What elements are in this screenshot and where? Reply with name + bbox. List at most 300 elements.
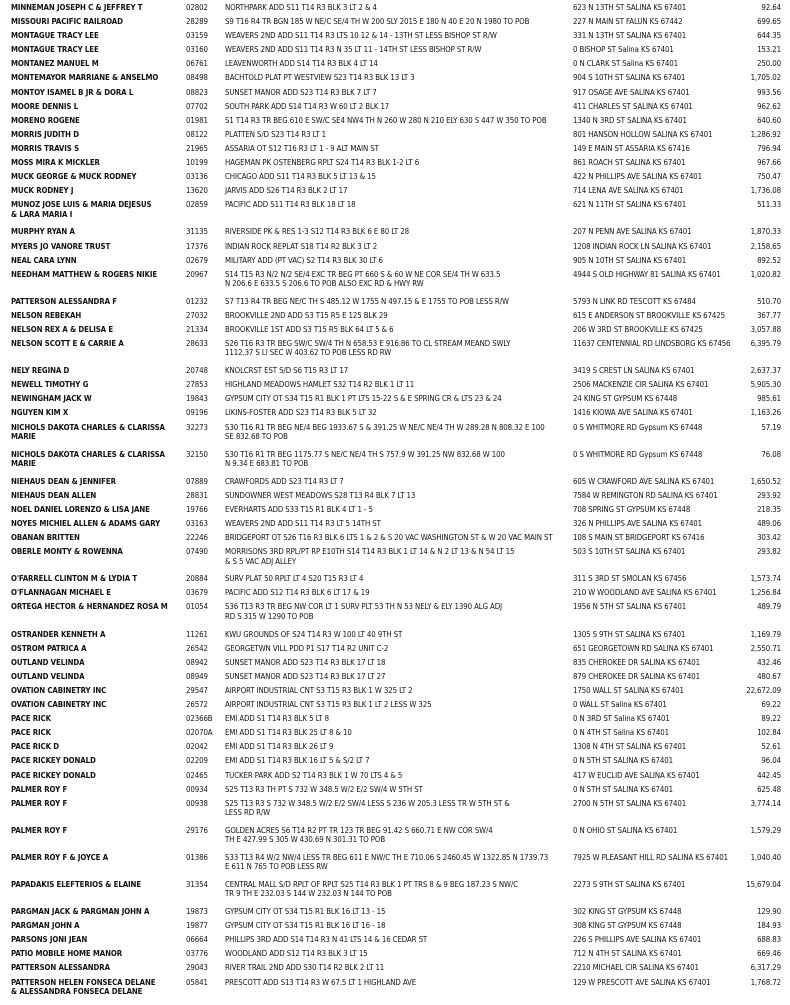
property-address: 905 N 10TH ST SALINA KS 67401: [573, 255, 687, 265]
parcel-number: 03776: [186, 949, 208, 959]
property-address: 1750 WALL ST SALINA KS 67401: [573, 685, 684, 695]
legal-description: S14 T15 R3 N/2 N/2 SE/4 EXC TR BEG PT 660 S & 60 W NE COR SE/4 TH W 633.5 N 206.6 E 633.5 S 206.6 TO POB ALSO EXC RD & HWY RW: [225, 269, 501, 289]
table-row: [11, 88, 783, 102]
legal-description: CRAWFORDS ADD S23 T14 R3 LT 7: [225, 476, 344, 486]
property-address: 503 S 10TH ST SALINA KS 67401: [573, 547, 686, 557]
tax-amount: 6,395.79: [750, 339, 781, 349]
parcel-number: 20748: [186, 366, 208, 376]
tax-amount: 5,905.30: [750, 380, 781, 390]
parcel-number: 01981: [186, 115, 208, 125]
legal-description: INDIAN ROCK REPLAT S18 T14 R2 BLK 3 LT 2: [225, 241, 378, 251]
parcel-number: 20967: [186, 269, 208, 279]
property-address: 129 W PRESCOTT AVE SALINA KS 67401: [573, 977, 711, 987]
parcel-number: 20884: [186, 574, 208, 584]
owner-name: OUTLAND VELINDA: [11, 671, 85, 681]
legal-description: JARVIS ADD S26 T14 R3 BLK 2 LT 17: [225, 186, 348, 196]
legal-description: S7 T13 R4 TR BEG NE/C TH S 485.12 W 1755 N 497.15 & E 1755 TO POB LESS R/W: [225, 296, 509, 306]
tax-amount: 1,768.72: [750, 977, 781, 987]
table-row: [11, 59, 783, 73]
legal-description: EMI ADD S1 T14 R3 BLK 25 LT 8 & 10: [225, 728, 352, 738]
owner-name: MONTEMAYOR MARRIANE & ANSELMO: [11, 73, 159, 83]
table-row: [11, 935, 783, 949]
property-address: 712 N 4TH ST SALINA KS 67401: [573, 949, 682, 959]
property-address: 0 N 5TH ST SALINA KS 67401: [573, 756, 674, 766]
owner-name: MISSOURI PACIFIC RAILROAD: [11, 17, 123, 27]
legal-description: GYPSUM CITY OT S34 T15 R1 BLK 16 LT 16 - 18: [225, 921, 386, 931]
property-address: 226 S PHILLIPS AVE SALINA KS 67401: [573, 935, 702, 945]
tax-amount: 699.65: [757, 17, 781, 27]
tax-amount: 1,286.92: [750, 129, 781, 139]
owner-name: MORENO ROGENE: [11, 115, 80, 125]
property-address: 835 CHEROKEE DR SALINA KS 67401: [573, 657, 700, 667]
property-address: 0 S WHITMORE RD Gypsum KS 67448: [573, 422, 703, 432]
tax-amount: 76.08: [761, 449, 781, 459]
legal-description: EMI ADD S1 T14 R3 BLK 5 LT 8: [225, 714, 329, 724]
property-address: 108 S MAIN ST BRIDGEPORT KS 67416: [573, 533, 705, 543]
property-address: 904 S 10TH ST SALINA KS 67401: [573, 73, 686, 83]
owner-name: MONTOY ISAMEL B JR & DORA L: [11, 87, 134, 97]
table-row: [11, 714, 783, 728]
property-address: 2210 MICHAEL CIR SALINA KS 67401: [573, 963, 699, 973]
owner-name: PACE RICKEY DONALD: [11, 756, 96, 766]
legal-description: GYPSUM CITY OT S34 T15 R1 BLK 16 LT 13 - 15: [225, 907, 386, 917]
table-row: [11, 200, 783, 227]
legal-description: CHICAGO ADD S11 T14 R3 BLK 5 LT 13 & 15: [225, 172, 376, 182]
parcel-number: 17376: [186, 241, 208, 251]
property-address: 227 N MAIN ST FALUN KS 67442: [573, 17, 683, 27]
parcel-number: 07490: [186, 547, 208, 557]
owner-name: PACE RICKEY DONALD: [11, 770, 96, 780]
table-row: [11, 756, 783, 770]
legal-description: PHILLIPS 3RD ADD S14 T14 R3 N 41 LTS 14 & 16 CEDAR ST: [225, 935, 428, 945]
property-address: 5793 N LINK RD TESCOTT KS 67484: [573, 296, 696, 306]
table-row: [11, 450, 783, 477]
table-row: [11, 963, 783, 977]
owner-name: PATTERSON ALESSANDRA: [11, 963, 110, 973]
legal-description: BROOKVILLE 2ND ADD S3 T15 R5 E 125 BLK 29: [225, 310, 388, 320]
tax-amount: 218.35: [757, 504, 781, 514]
tax-amount: 96.04: [761, 756, 781, 766]
tax-amount: 750.47: [757, 172, 781, 182]
legal-description: PLATTEN S/D S23 T14 R3 LT 1: [225, 129, 326, 139]
parcel-number: 21334: [186, 324, 208, 334]
table-row: [11, 853, 783, 880]
tax-amount: 892.52: [757, 255, 781, 265]
property-address: 0 WALL ST Salina KS 67401: [573, 700, 667, 710]
tax-amount: 644.35: [757, 31, 781, 41]
parcel-number: 29043: [186, 963, 208, 973]
owner-name: MUCK GEORGE & MUCK RODNEY: [11, 172, 137, 182]
property-address: 623 N 13TH ST SALINA KS 67401: [573, 3, 687, 12]
parcel-number: 06664: [186, 935, 208, 945]
legal-description: GYPSUM CITY OT S34 T15 R1 BLK 1 PT LTS 15-22 S & E SPRING CR & LTS 23 & 24: [225, 394, 502, 404]
tax-amount: 796.94: [757, 143, 781, 153]
parcel-number: 00938: [186, 798, 208, 808]
property-address: 714 LENA AVE SALINA KS 67401: [573, 186, 684, 196]
table-row: [11, 172, 783, 186]
owner-name: O'FLANNAGAN MICHAEL E: [11, 588, 111, 598]
owner-name: OUTLAND VELINDA: [11, 657, 85, 667]
parcel-number: 31354: [186, 879, 208, 889]
owner-name: PACE RICK: [11, 714, 51, 724]
owner-name: PAPADAKIS ELEFTERIOS & ELAINE: [11, 879, 142, 889]
parcel-number: 08498: [186, 73, 208, 83]
property-address: 411 CHARLES ST SALINA KS 67401: [573, 101, 693, 111]
tax-amount: 1,705.02: [750, 73, 781, 83]
tax-amount: 625.48: [757, 784, 781, 794]
table-row: [11, 907, 783, 921]
parcel-number: 32150: [186, 449, 208, 459]
legal-description: MORRISONS 3RD RPL/PT RP E10TH S14 T14 R3 BLK 1 LT 14 & N 2 LT 13 & N 54 LT 15 & S 5 VAC ADJ ALLEY: [225, 547, 515, 566]
legal-description: KWU GROUNDS OF S24 T14 R3 W 100 LT 40 9TH ST: [225, 629, 403, 639]
legal-description: SOUTH PARK ADD S14 T14 R3 W 60 LT 2 BLK 17: [225, 101, 390, 111]
owner-name: PARGMAN JOHN A: [11, 921, 80, 931]
parcel-number: 26572: [186, 700, 208, 710]
legal-description: BROOKVILLE 1ST ADD S3 T15 R5 BLK 64 LT 5 & 6: [225, 324, 394, 334]
legal-description: KNOLCRST EST S/D S6 T15 R3 LT 17: [225, 366, 349, 376]
legal-description: SUNSET MANOR ADD S23 T14 R3 BLK 17 LT 18: [225, 657, 386, 667]
property-address: 917 OSAGE AVE SALINA KS 67401: [573, 87, 690, 97]
parcel-number: 03159: [186, 31, 208, 41]
tax-amount: 432.46: [757, 657, 781, 667]
owner-name: MUNOZ JOSE LUIS & MARIA DEJESUS & LARA MARIA I: [11, 200, 152, 219]
tax-amount: 1,169.79: [750, 629, 781, 639]
parcel-number: 28831: [186, 490, 208, 500]
owner-name: PATTERSON ALESSANDRA F: [11, 296, 117, 306]
property-address: 24 KING ST GYPSUM KS 67448: [573, 394, 678, 404]
parcel-number: 19843: [186, 394, 208, 404]
legal-description: BRIDGEPORT OT S26 T16 R3 BLK 6 LTS 1 & 2 & S 20 VAC WASHINGTON ST & W 20 VAC MAIN ST: [225, 533, 553, 543]
legal-description: EVERHARTS ADD S33 T15 R1 BLK 4 LT 1 - 5: [225, 504, 373, 514]
table-row: [11, 144, 783, 158]
legal-description: LEAVENWORTH ADD S14 T14 R3 BLK 4 LT 14: [225, 59, 378, 69]
tax-amount: 3,774.14: [750, 798, 781, 808]
table-row: [11, 408, 783, 422]
table-row: [11, 366, 783, 380]
property-address: 1305 S 9TH ST SALINA KS 67401: [573, 629, 686, 639]
legal-description: S9 T16 R4 TR BGN 185 W NE/C SE/4 TH W 200 SLY 2015 E 180 N 40 E 20 N 1980 TO POB: [225, 17, 530, 27]
table-row: [11, 700, 783, 714]
property-address: 308 KING ST GYPSUM KS 67448: [573, 921, 682, 931]
property-address: 0 BISHOP ST Salina KS 67401: [573, 45, 674, 55]
legal-description: MILITARY ADD (PT VAC) S2 T14 R3 BLK 30 LT 6: [225, 255, 383, 265]
parcel-number: 29547: [186, 685, 208, 695]
property-address: 11637 CENTENNIAL RD LINDSBORG KS 67456: [573, 339, 731, 349]
tax-amount: 22,672.09: [746, 685, 781, 695]
table-row: [11, 533, 783, 547]
owner-name: PATIO MOBILE HOME MANOR: [11, 949, 123, 959]
table-row: [11, 186, 783, 200]
owner-name: OVATION CABINETRY INC: [11, 700, 107, 710]
property-address: 708 SPRING ST GYPSUM KS 67448: [573, 504, 691, 514]
tax-amount: 640.60: [757, 115, 781, 125]
legal-description: RIVER TRAIL 2ND ADD S30 T14 R2 BLK 2 LT 11: [225, 963, 385, 973]
property-address: 0 S WHITMORE RD Gypsum KS 67448: [573, 449, 703, 459]
owner-name: MUCK RODNEY J: [11, 186, 74, 196]
table-row: [11, 130, 783, 144]
tax-amount: 3,057.88: [750, 324, 781, 334]
tax-amount: 489.79: [757, 602, 781, 612]
tax-amount: 367.77: [757, 310, 781, 320]
owner-name: PALMER ROY F: [11, 784, 68, 794]
tax-amount: 92.64: [761, 3, 781, 12]
tax-amount: 184.93: [757, 921, 781, 931]
parcel-number: 02802: [186, 3, 208, 12]
tax-amount: 1,256.84: [750, 588, 781, 598]
property-address: 0 N 5TH ST SALINA KS 67401: [573, 784, 674, 794]
table-row: [11, 574, 783, 588]
table-row: [11, 256, 783, 270]
table-row: [11, 921, 783, 935]
owner-name: PALMER ROY F: [11, 798, 68, 808]
legal-description: S36 T13 R3 TR BEG NW COR LT 1 SURV PLT 53 TH N 53 NELY & ELY 1390 ALG ADJ RD S 315 W 1290 TO POB: [225, 602, 503, 621]
parcel-number: 00934: [186, 784, 208, 794]
parcel-number: 13620: [186, 186, 208, 196]
property-address: 206 W 3RD ST BROOKVILLE KS 67425: [573, 324, 703, 334]
legal-description: S25 T13 R3 S 732 W 348.5 W/2 E/2 SW/4 LESS S 236 W 205.3 LESS TR W 5TH ST & LESS RD R/W: [225, 798, 510, 818]
tax-amount: 1,579.29: [750, 825, 781, 835]
legal-description: EMI ADD S1 T14 R3 BLK 26 LT 9: [225, 742, 334, 752]
legal-description: RIVERSIDE PK & RES 1-3 S12 T14 R3 BLK 6 E 80 LT 28: [225, 227, 409, 237]
property-address: 149 E MAIN ST ASSARIA KS 67416: [573, 143, 690, 153]
owner-name: NICHOLS DAKOTA CHARLES & CLARISSA MARIE: [11, 449, 165, 469]
parcel-number: 03136: [186, 172, 208, 182]
table-row: [11, 380, 783, 394]
parcel-number: 27032: [186, 310, 208, 320]
property-address: 651 GEORGETOWN RD SALINA KS 67401: [573, 643, 714, 653]
tax-amount: 102.84: [757, 728, 781, 738]
owner-name: MORRIS TRAVIS S: [11, 143, 80, 153]
parcel-number: 22246: [186, 533, 208, 543]
owner-name: O'FARRELL CLINTON M & LYDIA T: [11, 574, 138, 584]
table-row: [11, 297, 783, 311]
legal-description: S33 T13 R4 W/2 NW/4 LESS TR BEG 611 E NW/C TH E 710.06 S 2460.45 W 1322.85 N 1739.73 E 611 N 765 TO POB LESS RW: [225, 852, 549, 872]
parcel-number: 29176: [186, 825, 208, 835]
legal-description: S30 T16 R1 TR BEG 1175.77 S NE/C NE/4 TH S 757.9 W 391.25 NW 832.68 W 100 N 9.34 E 683.81 TO POB: [225, 449, 505, 469]
owner-name: NELSON REBEKAH: [11, 310, 82, 320]
legal-description: HIGHLAND MEADOWS HAMLET S32 T14 R2 BLK 1 LT 11: [225, 380, 415, 390]
legal-description: EMI ADD S1 T14 R3 BLK 16 LT 5 & S/2 LT 7: [225, 756, 370, 766]
owner-name: PALMER ROY F & JOYCE A: [11, 852, 109, 862]
tax-amount: 293.82: [757, 547, 781, 557]
parcel-number: 02070A: [186, 728, 213, 738]
table-row: [11, 102, 783, 116]
property-address: 302 KING ST GYPSUM KS 67448: [573, 907, 682, 917]
owner-name: NEEDHAM MATTHEW & ROGERS NIKIE: [11, 269, 158, 279]
legal-description: AIRPORT INDUSTRIAL CNT S3 T15 R3 BLK 1 W 325 LT 2: [225, 685, 413, 695]
table-row: [11, 547, 783, 574]
property-address: 311 S 3RD ST SMOLAN KS 67456: [573, 574, 687, 584]
table-row: [11, 158, 783, 172]
parcel-number: 28633: [186, 339, 208, 349]
owner-name: NEWINGHAM JACK W: [11, 394, 92, 404]
parcel-number: 31135: [186, 227, 208, 237]
table-row: [11, 3, 783, 17]
tax-amount: 2,158.65: [750, 241, 781, 251]
table-row: [11, 242, 783, 256]
legal-description: AIRPORT INDUSTRIAL CNT S3 T15 R3 BLK 1 LT 2 LESS W 325: [225, 700, 432, 710]
parcel-number: 21965: [186, 143, 208, 153]
property-address: 4944 S OLD HIGHWAY 81 SALINA KS 67401: [573, 269, 721, 279]
legal-description: NORTHPARK ADD S11 T14 R3 BLK 3 LT 2 & 4: [225, 3, 377, 12]
owner-name: PARGMAN JACK & PARGMAN JOHN A: [11, 907, 150, 917]
owner-name: MONTAGUE TRACY LEE: [11, 31, 99, 41]
tax-amount: 442.45: [757, 770, 781, 780]
owner-name: NOYES MICHIEL ALLEN & ADAMS GARY: [11, 519, 161, 528]
property-address: 1956 N 5TH ST SALINA KS 67401: [573, 602, 687, 612]
legal-description: SUNSET MANOR ADD S23 T14 R3 BLK 17 LT 27: [225, 671, 386, 681]
legal-description: S26 T16 R3 TR BEG SW/C SW/4 TH N 658.53 E 916.86 TO CL STREAM MEAND SWLY 1112.37 S LI SEC W 403.62 TO POB LESS RD RW: [225, 339, 511, 358]
tax-amount: 993.56: [757, 87, 781, 97]
table-row: [11, 728, 783, 742]
table-row: [11, 686, 783, 700]
owner-name: NIEHAUS DEAN ALLEN: [11, 490, 97, 500]
property-address: 331 N 13TH ST SALINA KS 67401: [573, 31, 687, 41]
tax-amount: 1,650.52: [750, 476, 781, 486]
owner-name: NELSON SCOTT E & CARRIE A: [11, 339, 124, 349]
owner-name: OBANAN BRITTEN: [11, 533, 80, 543]
tax-amount: 669.46: [757, 949, 781, 959]
parcel-number: 10199: [186, 158, 208, 168]
property-address: 861 ROACH ST SALINA KS 67401: [573, 158, 686, 168]
tax-amount: 985.61: [757, 394, 781, 404]
tax-amount: 15,679.04: [746, 879, 781, 889]
table-row: [11, 602, 783, 629]
parcel-number: 03679: [186, 588, 208, 598]
property-address: 0 N CLARK ST Salina KS 67401: [573, 59, 679, 69]
table-row: [11, 45, 783, 59]
legal-description: CENTRAL MALL S/D RPLT OF RPLT S25 T14 R3 BLK 1 PT TRS 8 & 9 BEG 187.23 S NW/C TR 9 TH E 232.03 S 144 W 232.03 N 144 TO POB: [225, 879, 518, 899]
owner-name: PARSONS JONI JEAN: [11, 935, 88, 945]
property-address: 3419 S CREST LN SALINA KS 67401: [573, 366, 695, 376]
tax-amount: 480.67: [757, 671, 781, 681]
legal-description: SUNDOWNER WEST MEADOWS S28 T13 R4 BLK 7 LT 13: [225, 490, 416, 500]
property-address: 2506 MACKENZIE CIR SALINA KS 67401: [573, 380, 709, 390]
table-row: [11, 949, 783, 963]
table-row: [11, 658, 783, 672]
parcel-number: 03163: [186, 519, 208, 528]
tax-amount: 69.22: [761, 700, 781, 710]
property-address: 615 E ANDERSON ST BROOKVILLE KS 67425: [573, 310, 725, 320]
owner-name: MORRIS JUDITH D: [11, 129, 80, 139]
table-row: [11, 880, 783, 907]
table-row: [11, 799, 783, 826]
property-address: 417 W EUCLID AVE SALINA KS 67401: [573, 770, 700, 780]
parcel-number: 08823: [186, 87, 208, 97]
parcel-number: 03160: [186, 45, 208, 55]
parcel-number: 26542: [186, 643, 208, 653]
property-address: 7584 W REMINGTON RD SALINA KS 67401: [573, 490, 718, 500]
table-row: [11, 505, 783, 519]
owner-name: PALMER ROY F: [11, 825, 68, 835]
owner-name: PACE RICK D: [11, 742, 59, 752]
table-row: [11, 311, 783, 325]
legal-description: WEAVERS 2ND ADD S11 T14 R3 LT 5 14TH ST: [225, 519, 381, 528]
parcel-number: 08942: [186, 657, 208, 667]
table-row: [11, 477, 783, 491]
legal-description: WEAVERS 2ND ADD S11 T14 R3 N 35 LT 11 - 14TH ST LESS BISHOP ST R/W: [225, 45, 482, 55]
owner-name: PATTERSON HELEN FONSECA DELANE & ALESSANDRA FONSECA DELANE: [11, 977, 156, 996]
owner-name: OSTRANDER KENNETH A: [11, 629, 106, 639]
owner-name: NICHOLS DAKOTA CHARLES & CLARISSA MARIE: [11, 422, 165, 441]
parcel-number: 09196: [186, 408, 208, 418]
parcel-number: 02679: [186, 255, 208, 265]
legal-description: GOLDEN ACRES S6 T14 R2 PT TR 123 TR BEG 91.42 S 660.71 E NW COR SW/4 TH E 427.99 S 305 W 430.69 N 301.31 TO POB: [225, 825, 493, 845]
legal-description: TUCKER PARK ADD S2 T14 R3 BLK 1 W 70 LTS 4 & 5: [225, 770, 403, 780]
table-row: [11, 339, 783, 366]
parcel-number: 02042: [186, 742, 208, 752]
legal-description: PRESCOTT ADD S13 T14 R3 W 67.5 LT 1 HIGHLAND AVE: [225, 977, 417, 987]
table-row: [11, 394, 783, 408]
owner-name: MINNEMAN JOSEPH C & JEFFREY T: [11, 3, 143, 12]
table-row: [11, 588, 783, 602]
parcel-number: 27853: [186, 380, 208, 390]
table-row: [11, 73, 783, 87]
tax-amount: 1,736.08: [750, 186, 781, 196]
table-row: [11, 742, 783, 756]
tax-listing-table: [11, 3, 783, 1005]
legal-description: S25 T13 R3 TH PT S 732 W 348.5 W/2 E/2 SW/4 W 5TH ST: [225, 784, 423, 794]
owner-name: MONTANEZ MANUEL M: [11, 59, 99, 69]
tax-amount: 6,317.29: [750, 963, 781, 973]
legal-description: ASSARIA OT S12 T16 R3 LT 1 - 9 ALT MAIN ST: [225, 143, 379, 153]
legal-description: S30 T16 R1 TR BEG NE/4 BEG 1933.67 S & 391.25 W NE/C NE/4 TH W 289.28 N 808.32 E 100 SE 832.68 TO POB: [225, 422, 545, 441]
owner-name: MYERS JO VANORE TRUST: [11, 241, 111, 251]
owner-name: MOSS MIRA K MICKLER: [11, 158, 100, 168]
parcel-number: 02209: [186, 756, 208, 766]
property-address: 1308 N 4TH ST SALINA KS 67401: [573, 742, 687, 752]
property-address: 2700 N 5TH ST SALINA KS 67401: [573, 798, 687, 808]
property-address: 1340 N 3RD ST SALINA KS 67401: [573, 115, 687, 125]
tax-amount: 293.92: [757, 490, 781, 500]
property-address: 1416 KIOWA AVE SALINA KS 67401: [573, 408, 693, 418]
parcel-number: 01386: [186, 852, 208, 862]
owner-name: NELY REGINA D: [11, 366, 70, 376]
owner-name: NGUYEN KIM X: [11, 408, 69, 418]
legal-description: WOODLAND ADD S12 T14 R3 BLK 3 LT 15: [225, 949, 368, 959]
property-address: 1208 INDIAN ROCK LN SALINA KS 67401: [573, 241, 712, 251]
property-address: 0 N OHIO ST SALINA KS 67401: [573, 825, 678, 835]
parcel-number: 06761: [186, 59, 208, 69]
legal-description: SUNSET MANOR ADD S23 T14 R3 BLK 7 LT 7: [225, 87, 377, 97]
legal-description: GEORGETWN VILL PDD P1 S17 T14 R2 UNIT C-2: [225, 643, 389, 653]
parcel-number: 02465: [186, 770, 208, 780]
owner-name: OSTROM PATRICA A: [11, 643, 87, 653]
tax-amount: 89.22: [761, 714, 781, 724]
tax-amount: 511.33: [757, 200, 781, 210]
legal-description: SURV PLAT 50 RPLT LT 4 S20 T15 R3 LT 4: [225, 574, 364, 584]
property-address: 621 N 11TH ST SALINA KS 67401: [573, 200, 687, 210]
parcel-number: 08949: [186, 671, 208, 681]
table-row: [11, 771, 783, 785]
table-row: [11, 491, 783, 505]
table-row: [11, 17, 783, 31]
legal-description: PACIFIC ADD S12 T14 R3 BLK 6 LT 17 & 19: [225, 588, 370, 598]
property-address: 801 HANSON HOLLOW SALINA KS 67401: [573, 129, 713, 139]
owner-name: NEWELL TIMOTHY G: [11, 380, 89, 390]
parcel-number: 07702: [186, 101, 208, 111]
owner-name: OVATION CABINETRY INC: [11, 685, 107, 695]
property-address: 210 W WOODLAND AVE SALINA KS 67401: [573, 588, 717, 598]
table-row: [11, 785, 783, 799]
parcel-number: 19766: [186, 504, 208, 514]
table-row: [11, 116, 783, 130]
tax-amount: 1,573.74: [750, 574, 781, 584]
tax-amount: 1,020.82: [750, 269, 781, 279]
owner-name: OBERLE MONTY & ROWENNA: [11, 547, 123, 557]
owner-name: NELSON REX A & DELISA E: [11, 324, 114, 334]
tax-amount: 129.90: [757, 907, 781, 917]
